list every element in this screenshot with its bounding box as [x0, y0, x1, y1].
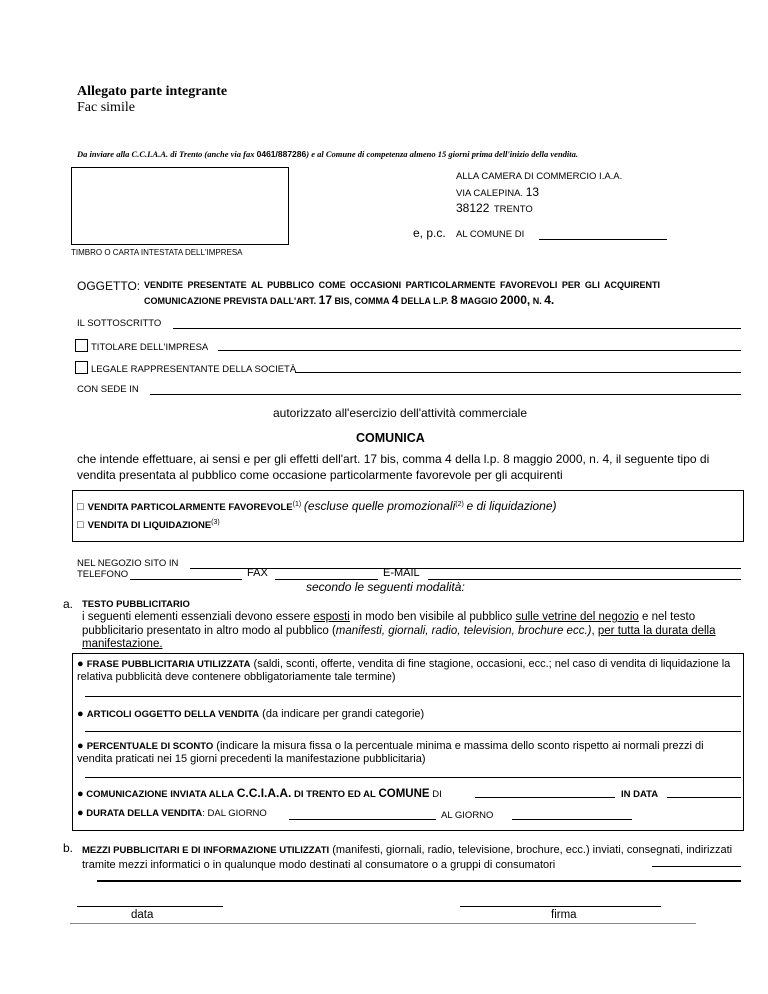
firma-label: firma	[551, 909, 577, 921]
black-circle-icon: ●	[77, 708, 84, 720]
oggetto-line-1: VENDITE PRESENTATE AL PUBBLICO COME OCCASIONI PARTICOLARMENTE FAVOREVOLI PER GLI ACQUIRENTI	[144, 280, 661, 290]
allegato-title: Allegato parte integrante	[77, 84, 228, 99]
bullet-comunicazione: ● COMUNICAZIONE INVIATA ALLA C.C.I.A.A. DI TRENTO ED AL COMUNE DI	[77, 786, 442, 800]
oggetto-line-2: COMUNICAZIONE PREVISTA DALL'ART. 17 BIS, COMMA 4 DELLA L.P. 8 MAGGIO 2000, N. 4.	[144, 293, 555, 307]
in-data-field[interactable]	[667, 797, 741, 798]
bullet-sconto: ● PERCENTUALE DI SCONTO (indicare la misura fissa o la percentuale minima e massima dello sconto rispetto ai normali prezzi di vendita praticati nei 15 giorni precedenti la manifestazione pubblicitaria)	[77, 740, 704, 765]
mezzi-field-a[interactable]	[652, 866, 741, 867]
sede-label: CON SEDE IN	[77, 384, 139, 395]
section-b-letter: b.	[63, 841, 74, 855]
telefono-label: TELEFONO	[77, 569, 129, 580]
negozio-label: NEL NEGOZIO SITO IN	[77, 558, 179, 569]
titolare-checkbox[interactable]	[75, 339, 88, 352]
black-circle-icon: ●	[77, 740, 84, 752]
legale-row: LEGALE RAPPRESENTANTE DELLA SOCIETÀ	[75, 361, 296, 375]
email-field[interactable]	[428, 579, 741, 580]
fac-simile-label: Fac simile	[77, 100, 135, 115]
fax-label: FAX	[247, 567, 268, 579]
sconto-field[interactable]	[85, 777, 741, 778]
frase-field[interactable]	[85, 696, 741, 697]
comune-label: AL COMUNE DI	[456, 229, 525, 240]
epc-label: e, p.c.	[413, 226, 446, 240]
white-square-icon[interactable]: □	[77, 519, 84, 532]
legale-checkbox[interactable]	[75, 361, 88, 374]
sede-field[interactable]	[150, 394, 741, 395]
data-label: data	[131, 909, 154, 921]
dal-giorno-field[interactable]	[289, 819, 436, 820]
sottoscritto-label: IL SOTTOSCRITTO	[77, 318, 162, 329]
section-a-text: i seguenti elementi essenziali devono essere esposti in modo ben visibile al pubblico sulle vetrine del negozio e nel testo pubblicitario presentato in altro modo al pubblico (manifesti, giornali, radio, television, brochure ecc.), per tutta la durata della manifestazione.	[82, 611, 716, 650]
negozio-field[interactable]	[190, 568, 741, 569]
telefono-field[interactable]	[130, 579, 242, 580]
send-instruction: Da inviare alla C.C.I.A.A. di Trento (anche via fax 0461/887286) e al Comune di competenza almeno 15 giorni prima dell'inizio della vendita.	[77, 149, 579, 159]
section-b-text: MEZZI PUBBLICITARI E DI INFORMAZIONE UTILIZZATI (manifesti, giornali, radio, televisione, brochure, ecc.) inviati, consegnati, indirizzati tramite mezzi informatici o in qualunque modo destinati al consumatore o a gruppi di consumatori	[82, 844, 733, 871]
option-liquidazione[interactable]: □ VENDITA DI LIQUIDAZIONE$^{(3)}$	[77, 519, 220, 532]
black-circle-icon: ●	[77, 788, 84, 800]
bullet-frase: ● FRASE PUBBLICITARIA UTILIZZATA (saldi, sconti, offerte, vendita di fine stagione, occasioni, ecc.; nel caso di vendita di liquidazione la relativa pubblicità deve contenere obbligatoriamente tale termine)	[77, 658, 731, 683]
titolare-field[interactable]	[218, 350, 741, 351]
legale-field[interactable]	[295, 372, 741, 373]
data-field[interactable]	[77, 906, 223, 907]
al-giorno-label: AL GIORNO	[441, 810, 494, 821]
email-label: E-MAIL	[383, 567, 420, 579]
vendita-type-box	[72, 490, 744, 542]
recipient-line-3: 38122 TRENTO	[456, 201, 533, 215]
comune-comunicazione-field[interactable]	[475, 797, 615, 798]
white-square-icon[interactable]: □	[77, 501, 84, 513]
option-particolarmente[interactable]: □ VENDITA PARTICOLARMENTE FAVOREVOLE$^{(1)}$ (escluse quelle promozionali$^{(2)}$ e di liquidazione)	[77, 499, 557, 513]
autorizzato-text: autorizzato all'esercizio dell'attività commerciale	[273, 406, 528, 420]
stamp-box[interactable]	[71, 167, 289, 245]
footer-divider	[70, 923, 696, 924]
sottoscritto-field[interactable]	[173, 328, 741, 329]
section-a-title: TESTO PUBBLICITARIO	[82, 599, 190, 610]
section-a-letter: a.	[63, 597, 74, 611]
in-data-label: IN DATA	[621, 789, 659, 800]
black-circle-icon: ●	[77, 807, 84, 819]
comunica-heading: COMUNICA	[356, 431, 425, 445]
al-giorno-field[interactable]	[512, 819, 632, 820]
recipient-line-2: VIA CALEPINA. 13	[456, 185, 540, 199]
bullet-articoli: ● ARTICOLI OGGETTO DELLA VENDITA (da indicare per grandi categorie)	[77, 708, 425, 720]
firma-field[interactable]	[460, 906, 661, 907]
mezzi-field-b[interactable]	[97, 880, 741, 882]
titolare-row: TITOLARE DELL'IMPRESA	[75, 339, 208, 353]
recipient-line-1: ALLA CAMERA DI COMMERCIO I.A.A.	[456, 171, 623, 182]
stamp-caption: TIMBRO O CARTA INTESTATA DELL'IMPRESA	[71, 248, 243, 257]
comune-field[interactable]	[539, 239, 667, 240]
modalita-text: secondo le seguenti modalità:	[306, 580, 465, 594]
intro-paragraph: che intende effettuare, ai sensi e per gli effetti dell'art. 17 bis, comma 4 della l.p. 8 maggio 2000, n. 4, il seguente tipo di vendita presentata al pubblico come occasione particolarmente favorevole per gli acquirenti	[77, 452, 710, 482]
oggetto-label: OGGETTO:	[77, 279, 141, 293]
articoli-field[interactable]	[85, 731, 741, 732]
black-circle-icon: ●	[77, 658, 84, 670]
bullet-durata: ● DURATA DELLA VENDITA: DAL GIORNO	[77, 807, 267, 819]
